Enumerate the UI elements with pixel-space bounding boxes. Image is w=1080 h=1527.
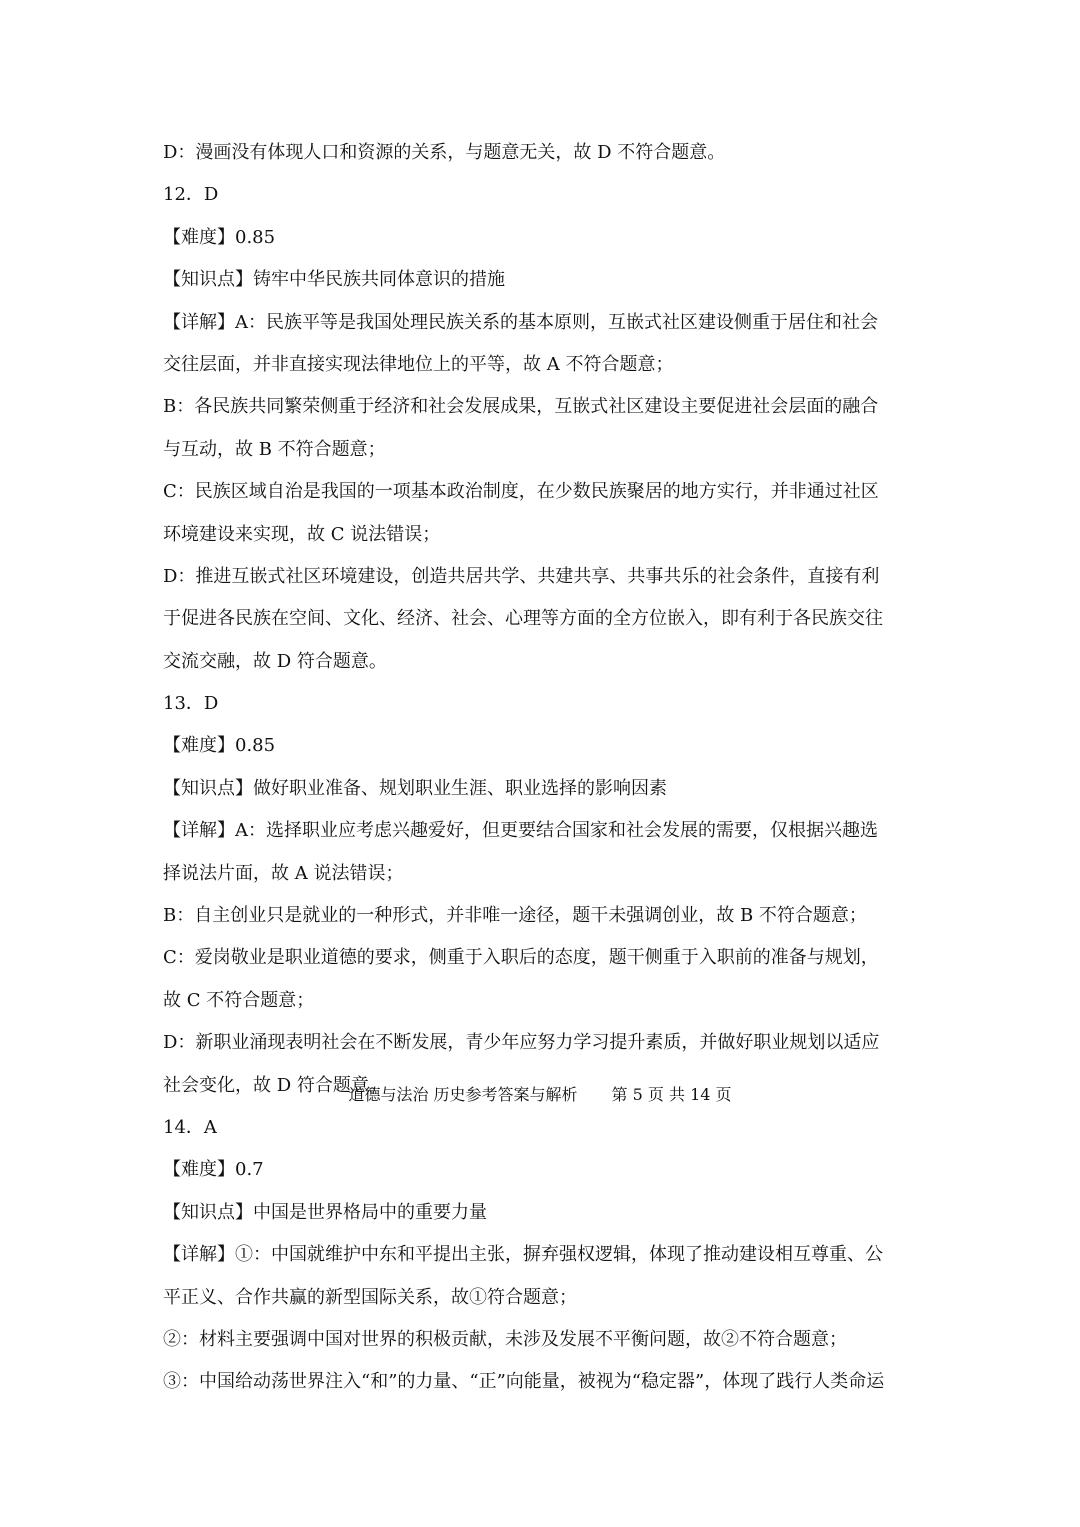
explanation-line: 【详解】A：选择职业应考虑兴趣爱好，但更要结合国家和社会发展的需要，仅根据兴趣选 (163, 820, 878, 842)
page-footer (0, 1083, 1080, 1107)
knowledge-point-line: 【知识点】铸牢中华民族共同体意识的措施 (163, 269, 505, 291)
explanation-line: 【详解】A：民族平等是我国处理民族关系的基本原则，互嵌式社区建设侧重于居住和社会 (163, 311, 878, 333)
text-line: 故 C 不符合题意； (163, 989, 315, 1011)
text-line: 环境建设来实现，故 C 说法错误； (163, 523, 441, 545)
text-line: 于促进各民族在空间、文化、经济、社会、心理等方面的全方位嵌入，即有利于各民族交往 (163, 608, 883, 630)
text-line: 交往层面，并非直接实现法律地位上的平等，故 A 不符合题意； (163, 353, 674, 375)
text-line: B：各民族共同繁荣侧重于经济和社会发展成果，互嵌式社区建设主要促进社会层面的融合 (163, 396, 879, 418)
text-line: D：漫画没有体现人口和资源的关系，与题意无关，故 D 不符合题意。 (163, 142, 726, 163)
text-line: 择说法片面，故 A 说法错误； (163, 862, 404, 884)
text-line: D：推进互嵌式社区环境建设，创造共居共学、共建共享、共事共乐的社会条件，直接有利 (163, 565, 880, 587)
knowledge-point-line: 【知识点】中国是世界格局中的重要力量 (163, 1201, 487, 1223)
knowledge-point-line: 【知识点】做好职业准备、规划职业生涯、职业选择的影响因素 (163, 777, 667, 799)
text-line: D：新职业涌现表明社会在不断发展，青少年应努力学习提升素质，并做好职业规划以适应 (163, 1032, 880, 1054)
text-line: 与互动，故 B 不符合题意； (163, 438, 386, 460)
text-line: ②：材料主要强调中国对世界的积极贡献，未涉及发展不平衡问题，故②不符合题意； (163, 1328, 847, 1350)
text-line: B：自主创业只是就业的一种形式，并非唯一途径，题干未强调创业，故 B 不符合题意； (163, 905, 867, 927)
text-line: C：民族区域自治是我国的一项基本政治制度，在少数民族聚居的地方实行，并非通过社区 (163, 481, 879, 503)
difficulty-line: 【难度】0.85 (163, 735, 276, 757)
text-line: 平正义、合作共赢的新型国际关系，故①符合题意； (163, 1286, 577, 1308)
difficulty-line: 【难度】0.85 (163, 226, 276, 248)
footer-page-number: 第 5 页 共 14 页 (611, 1085, 732, 1104)
text-line: C：爱岗敬业是职业道德的要求，侧重于入职后的态度，题干侧重于入职前的准备与规划， (163, 947, 879, 969)
difficulty-line: 【难度】0.7 (163, 1159, 264, 1181)
text-line: ③：中国给动荡世界注入“和”的力量、“正”向能量，被视为“稳定器”，体现了践行人类命运 (163, 1371, 885, 1393)
text-line: 交流交融，故 D 符合题意。 (163, 650, 387, 672)
answer-text-body (163, 132, 923, 1404)
explanation-line: 【详解】①：中国就维护中东和平提出主张，摒弃强权逻辑，体现了推动建设相互尊重、公 (163, 1244, 883, 1266)
footer-title: 道德与法治 历史参考答案与解析 (348, 1085, 578, 1104)
question-number: 14．A (163, 1116, 217, 1138)
question-number: 12．D (163, 184, 219, 206)
text-line: 社会变化，故 D 符合题意。 (163, 1074, 387, 1096)
question-number: 13．D (163, 693, 219, 715)
